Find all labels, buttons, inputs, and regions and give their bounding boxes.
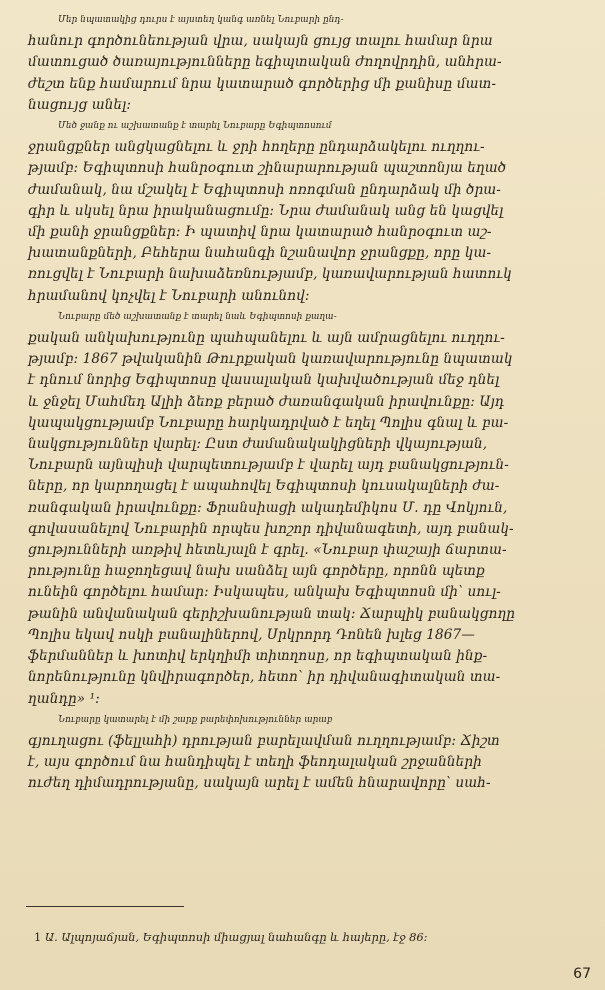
footnote-divider [26, 906, 184, 907]
text-line: նորենությունը կնվիրագործեր, հետո՝ իր դիվանագիտական տա- [28, 669, 501, 686]
text-line: գովասանելով Նուբարին որպես խոշոր դիվանագետի, այդ բանակ- [28, 520, 514, 537]
text-line: թյամբ։ 1867 թվականին Թուրքական կառավարությունը նպատակ [28, 351, 513, 368]
text-line: հրամանով կոչվել է Նուբարի անունով։ [28, 287, 310, 304]
text-line: ռանգական իրավունքը։ Ֆրանսիացի ակադեմիկոս Մ. դը Վոկյուն, [28, 499, 508, 516]
text-line: հանուր գործունեության վրա, սակայն ցույց տալու համար նրա [28, 33, 493, 50]
text-line: ֆերմաններ և խոտիվ երկղիմի տիտղոսը, որ եգիպտական ինք- [28, 648, 488, 665]
text-line: ջրանցքներ անցկացնելու և ջրի հողերը ընդարձակելու ուղղու- [28, 139, 485, 156]
body-text [28, 10, 590, 795]
text-line: Նուբարը կատարել է մի շարք բարեփոխություններ արաբ [58, 714, 333, 725]
text-line: թյամբ։ Եգիպտոսի հանրօգուտ շինարարության պաշտոնյա եղած [28, 160, 507, 177]
text-line: ժամանակ, նա մշակել է Եգիպտոսի ոռոգման ընդարձակ մի ծրա- [28, 181, 501, 198]
text-line: է, այս գործում նա հանդիպել է տեղի ֆեոդալական շրջանների [28, 754, 482, 771]
text-line: մատուցած ծառայությունները եգիպտական ժողովրդին, անհրա- [28, 54, 502, 71]
text-line: Մեծ ջանք ու աշխատանք է տարել Նուբարը Եգիպտոսում [58, 121, 332, 132]
text-line: ցությունների առթիվ հետևյալն է գրել. «Նուբար փաշայի ճարտա- [28, 542, 507, 559]
text-line: Մեր նպատակից դուրս է այստեղ կանգ առնել Նուբարի ընդ- [58, 15, 344, 25]
text-line: թանին անվանական գերիշխանության տակ։ Ճարպիկ բանակցողը [28, 605, 516, 622]
text-line: Նուբարն այնպիսի վարպետությամբ է վարել այդ բանակցություն- [28, 457, 509, 474]
text-line: ժեշտ ենք համարում նրա կատարած գործերից մի քանիսը մատ- [28, 75, 497, 92]
paragraph-2 [28, 116, 590, 307]
text-line: քական անկախությունը պահպանելու և այն ամրացնելու ուղղու- [28, 330, 505, 347]
footnote-marker: 1 [34, 930, 42, 944]
footnote-text: Ա. Ալպոյաճյան, Եգիպտոսի միացյալ նահանգը և հայերը, էջ 86։ [44, 930, 428, 944]
text-line: ուժեղ դիմադրությանը, սակայն արել է ամեն հնարավորը՝ սահ- [28, 775, 491, 792]
text-line: մի քանի ջրանցքներ։ Ի պատիվ նրա կատարած հանրօգուտ աշ- [28, 224, 492, 241]
paragraph-1 [28, 10, 590, 116]
page-number: 67 [573, 966, 591, 982]
text-line: նակցություններ վարել։ Ըստ ժամանակակիցների վկայության, [28, 436, 488, 453]
text-line: կապակցությամբ Նուբարը հարկադրված է եղել Պոլիս գնալ և բա- [28, 414, 509, 431]
text-line: նացույց անել։ [28, 96, 132, 113]
text-line: գյուղացու (ֆելլահի) դրության բարելավման ուղղությամբ։ Ճիշտ [28, 732, 500, 749]
text-line: է դնում նորից Եգիպտոսը վասալական կախվածության մեջ դնել [28, 372, 500, 389]
text-line: ունեին գործելու համար։ Իսկապես, անկախ Եգիպտոսն մի՝ սուլ- [28, 584, 501, 601]
text-line: և ջնջել Մահմեդ Ալիի ձեռք բերած ժառանգական իրավունքը։ Այդ [28, 393, 505, 410]
text-line: գիր և սկսել նրա իրականացումը։ Նրա ժամանակ անց են կացվել [28, 202, 504, 219]
paragraph-3 [28, 307, 590, 710]
text-line: Նուբարը մեծ աշխատանք է տարել նաև Եգիպտոսի քաղա- [58, 311, 337, 322]
footnote [34, 930, 574, 944]
text-line: ռուցվել է Նուբարի նախաձեռնությամբ, կառավարության հատուկ [28, 266, 512, 283]
text-line: խատանքների, Բեհերա նահանգի նշանավոր ջրանցքը, որը կա- [28, 245, 492, 262]
text-line: ները, որ կարողացել է ապահովել Եգիպտոսի կուսակալների ժա- [28, 478, 500, 495]
text-line: Պոլիս եկավ ոսկի բանալիներով, Սրկրորդ Դոնեն խլեց 1867— [28, 626, 475, 643]
text-line: ղանդը» ¹։ [28, 690, 100, 707]
paragraph-4 [28, 710, 590, 795]
text-line: րությունը հաջողեցավ նախ սանձել այն գործերը, որոնն պետք [28, 563, 485, 580]
